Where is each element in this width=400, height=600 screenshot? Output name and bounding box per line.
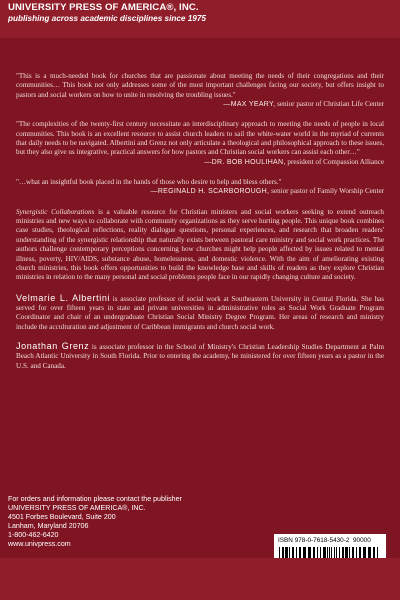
endorser-title: senior pastor of Family Worship Center [269,187,384,196]
author-bio-1 [16,294,384,332]
isbn-text [278,537,371,544]
endorser-title: president of Compassion Alliance [285,157,384,166]
bottom-band [0,558,400,600]
author-bio-text: is associate professor of social work at Southeastern University in Central Florida. She has served for over fifteen years in state and private universities in administrative roles as Social Work Graduate Program Coordinator and chair of an undergraduate Christian Social Ministry Degree Program. Her areas of research and ministry include the acculturation and adjustment of Caribbean immigrants and church social work. [16,294,384,331]
contact-phone: 1-800-462-6420 [8,530,59,539]
author-name: Jonathan Grenz [16,340,90,351]
endorsement-attribution [16,158,384,167]
contact-website[interactable]: www.univpress.com [8,539,71,548]
endorsement-text: "This is a much-needed book for churches that are passionate about meeting the needs of their congregations and their communities… This book not only addresses some of the most important challenges facing our society, but offers insight to pastors and social workers on how to unite in resolving the troubling issues." [16,72,384,99]
contact-intro: For orders and information please contact the publisher [8,495,182,503]
author-name: Velmarie L. Albertini [16,292,111,303]
publisher-tagline: publishing across academic disciplines since 1975 [8,14,206,23]
price-code: 90000 [352,537,371,544]
endorsement-text: "The complexities of the twenty-first century necessitate an interdisciplinary approach to meeting the needs of people in local communities. This book is an excellent resource to assist church leaders to sail the white-water world in the myriad of currents that daily needs to be navigated. Albertini and Grenz not only articulate a theological and philosophical approach to these issues, but they also give us integrative, practical answers for how pastors and Christian social workers can assist each other…" [16,120,384,157]
endorser-name: —MAX YEARY, [223,101,276,109]
endorsement-3 [16,178,384,197]
back-cover-panel [0,38,400,558]
book-description [16,208,384,283]
author-bio-text: is associate professor in the School of Ministry's Christian Leadership Studies Department at Palm Beach Atlantic University in South Florida. Prior to entering the academy, he ministered for over fifteen years as a pastor in the U.S. and Canada. [16,342,384,370]
endorsement-attribution [16,100,384,109]
publisher-contact [8,495,182,548]
top-band [0,0,400,38]
endorsement-1 [16,72,384,109]
endorsement-text: "…what an insightful book placed in the hands of those who desire to help and bless others." [16,178,282,187]
endorser-name: —REGINALD H. SCARBOROUGH, [150,188,270,196]
isbn-number: ISBN 978-0-7618-5430-2 [278,537,350,544]
endorser-title: senior pastor of Christian Life Center [275,100,384,109]
endorser-name: —DR. BOB HOULIHAN, [204,158,286,166]
description-text: is a valuable resource for Christian ministers and social workers seeking to extend outreach ministries and new ways to collaborate with community organizations as they serve hurting people. This unique book combines case studies, theological reflections, reality dialogue questions, personal experiences, and research that broaden readers' understanding of the synergistic relationship that naturally exists between pastoral care ministry and social work practices. The authors challenge contemporary perceptions concerning how churches might help people affected by issues related to mental illness, poverty, HIV/AIDS, substance abuse, homelessness, and domestic violence. With the aim of ameliorating existing church ministries, this book offers opportunities to build the knowledge base and skills of readers as they explore Christian ministries in relation to the many personal and social problems people face in our rapidly changing culture and society. [16,207,384,282]
endorsement-2 [16,120,384,167]
contact-address-1: 4501 Forbes Boulevard, Suite 200 [8,512,116,521]
author-bio-2 [16,342,384,371]
endorsement-attribution [16,187,384,196]
content-column [16,72,384,381]
contact-publisher: UNIVERSITY PRESS OF AMERICA®, INC. [8,503,146,512]
contact-address-2: Lanham, Maryland 20706 [8,521,89,530]
book-title: Synergistic Collaborations [16,207,95,216]
publisher-name: UNIVERSITY PRESS OF AMERICA®, INC. [8,2,199,13]
